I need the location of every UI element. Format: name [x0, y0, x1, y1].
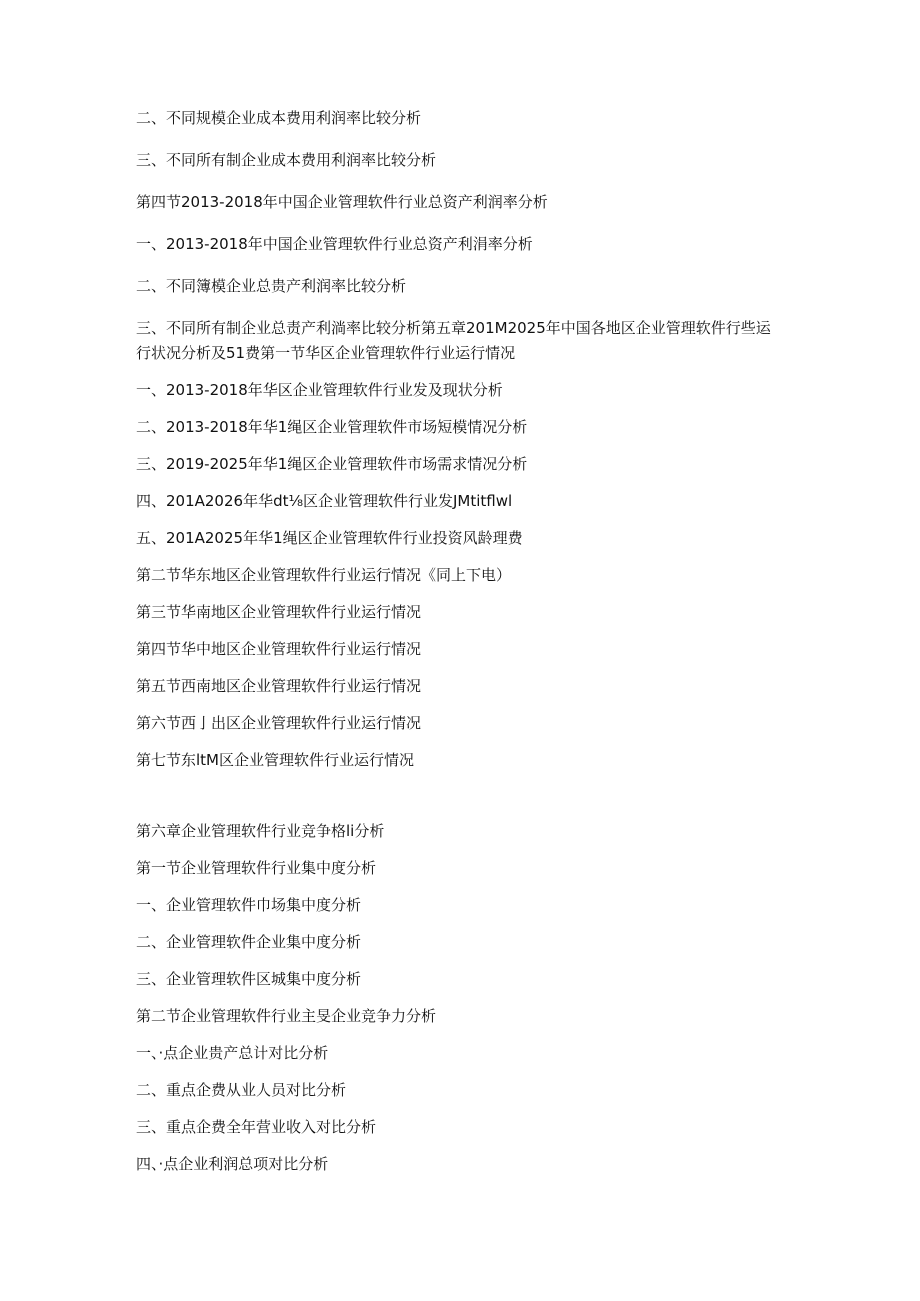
toc-line: 三、不同所有制企业成本费用利润率比较分析: [136, 151, 437, 169]
toc-section-heading: 第一节企业管理软件行业集中度分析: [136, 859, 377, 877]
toc-line: 四、201A2026年华dt¹⁄₈区企业管理软件行业发JMtitflwl: [136, 492, 513, 510]
toc-line: 二、不同簿模企业总贵产利润率比较分析: [136, 277, 407, 295]
toc-line: 一、企业管理软件巾场集中度分析: [136, 896, 362, 914]
toc-line: 一、·点企业贵产总计对比分析: [136, 1044, 329, 1062]
toc-section-heading: 第二节企业管理软件行业主旻企业竞争力分析: [136, 1007, 437, 1025]
toc-line: 一、2013-2018年中国企业管理软件行业总资产利涓率分析: [136, 235, 533, 253]
toc-line: 二、企业管理软件企业集中度分析: [136, 933, 362, 951]
toc-section-heading: 第三节华南地区企业管理软件行业运行情况: [136, 603, 422, 621]
toc-section-heading: 第五节西南地区企业管理软件行业运行情况: [136, 677, 422, 695]
toc-section-heading: 第二节华东地区企业管理软件行业运行情况《同上下电）: [136, 566, 512, 584]
toc-line: 二、重点企费从业人员对比分析: [136, 1081, 347, 1099]
toc-line: 五、201A2025年华1绳区企业管理软件行业投资风龄理费: [136, 529, 523, 547]
toc-line-wrapped: 三、不同所有制企业总责产利淌率比较分析第五章201M2025年中国各地区企业管理软件行些运行状况分析及51费第一节华区企业管理软件行业运行情况: [136, 319, 771, 362]
toc-line: 一、2013-2018年华区企业管理软件行业发及现状分析: [136, 381, 503, 399]
toc-line: 二、2013-2018年华1绳区企业管理软件市场短模情况分析: [136, 418, 528, 436]
toc-line: 三、企业管理软件区城集中度分析: [136, 970, 362, 988]
toc-section-heading: 第六节西亅出区企业管理软件行业运行情况: [136, 714, 422, 732]
toc-line: 三、重点企费全年营业收入对比分析: [136, 1118, 377, 1136]
toc-section-heading: 第七节东ltM区企业管理软件行业运行情况: [136, 751, 414, 769]
toc-line: 三、2019-2025年华1绳区企业管理软件市场需求情况分析: [136, 455, 528, 473]
toc-line: 四、·点企业利润总项对比分析: [136, 1155, 329, 1173]
toc-chapter-heading: 第六章企业管理软件行业竞争格li分析: [136, 822, 385, 840]
toc-line: 二、不同规模企业成本费用利润率比较分析: [136, 109, 422, 127]
toc-section-heading: 第四节2013-2018年中国企业管理软件行业总资产利润率分析: [136, 193, 548, 211]
toc-section-heading: 第四节华中地区企业管理软件行业运行情况: [136, 640, 422, 658]
